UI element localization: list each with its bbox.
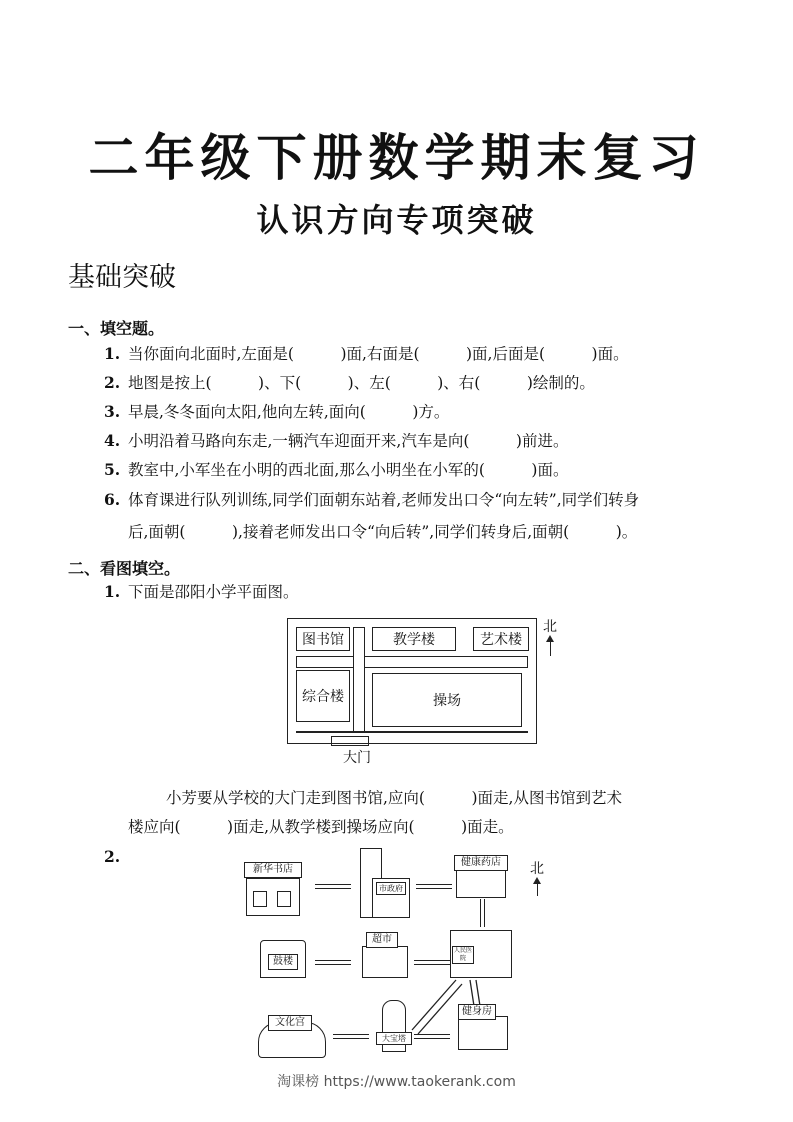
page-subtitle: 认识方向专项突破 (256, 201, 537, 239)
question-number: 5. (104, 460, 121, 479)
question-6-continued: 后,面朝( ),接着老师发出口令“向后转”,同学们转身后,面朝( )。 (128, 523, 638, 541)
question-number: 3. (104, 402, 121, 421)
map1-question-line1: 小芳要从学校的大门走到图书馆,应向( )面走,从图书馆到艺术 (166, 789, 622, 807)
gate-label: 大门 (343, 750, 371, 766)
gov-sign: 市政府 (376, 882, 406, 895)
section-heading: 基础突破 (68, 262, 176, 293)
pagoda-sign: 大宝塔 (376, 1032, 412, 1045)
road (414, 1034, 450, 1039)
page-title: 二年级下册数学期末复习 (88, 128, 705, 187)
complex-building: 综合楼 (296, 670, 350, 722)
question-text: 下面是邵阳小学平面图。 (128, 583, 299, 601)
north-label: 北 (543, 619, 557, 635)
question-text: 早晨,冬冬面向太阳,他向左转,面向( )方。 (128, 403, 450, 421)
drum-tower-sign: 鼓楼 (268, 954, 298, 970)
question-number: 1. (104, 344, 121, 363)
question-text: 教室中,小军坐在小明的西北面,那么小明坐在小军的( )面。 (128, 461, 569, 479)
map1-question-line2: 楼应向( )面走,从教学楼到操场应向( )面走。 (128, 818, 514, 836)
teaching-building: 教学楼 (372, 627, 456, 651)
question-number: 2. (104, 847, 121, 866)
question-text: 小明沿着马路向东走,一辆汽车迎面开来,汽车是向( )前进。 (128, 432, 569, 450)
north-label: 北 (530, 861, 544, 877)
market-sign: 超市 (366, 932, 398, 948)
playground: 操场 (372, 673, 522, 727)
pharmacy-sign: 健康药店 (454, 855, 508, 871)
hospital-sign: 人民医院 (453, 947, 472, 962)
question-number: 1. (104, 582, 121, 601)
part1-heading: 一、填空题。 (68, 319, 165, 338)
road (333, 1034, 369, 1039)
bookstore-sign: 新华书店 (244, 862, 302, 878)
culture-palace-sign: 文化宫 (268, 1015, 312, 1031)
question-text: 当你面向北面时,左面是( )面,右面是( )面,后面是( )面。 (128, 345, 629, 363)
gym-building (458, 1016, 508, 1050)
question-number: 6. (104, 490, 121, 509)
gym-sign: 健身房 (458, 1004, 496, 1020)
footer-watermark: 淘课榜 https://www.taokerank.com (277, 1074, 516, 1090)
art-building: 艺术楼 (473, 627, 529, 651)
question-number: 4. (104, 431, 121, 450)
question-text: 地图是按上( )、下( )、左( )、右( )绘制的。 (128, 374, 595, 392)
library-building: 图书馆 (296, 627, 350, 651)
part2-heading: 二、看图填空。 (68, 559, 181, 578)
question-text: 体育课进行队列训练,同学们面朝东站着,老师发出口令“向左转”,同学们转身 (128, 491, 640, 509)
question-number: 2. (104, 373, 121, 392)
